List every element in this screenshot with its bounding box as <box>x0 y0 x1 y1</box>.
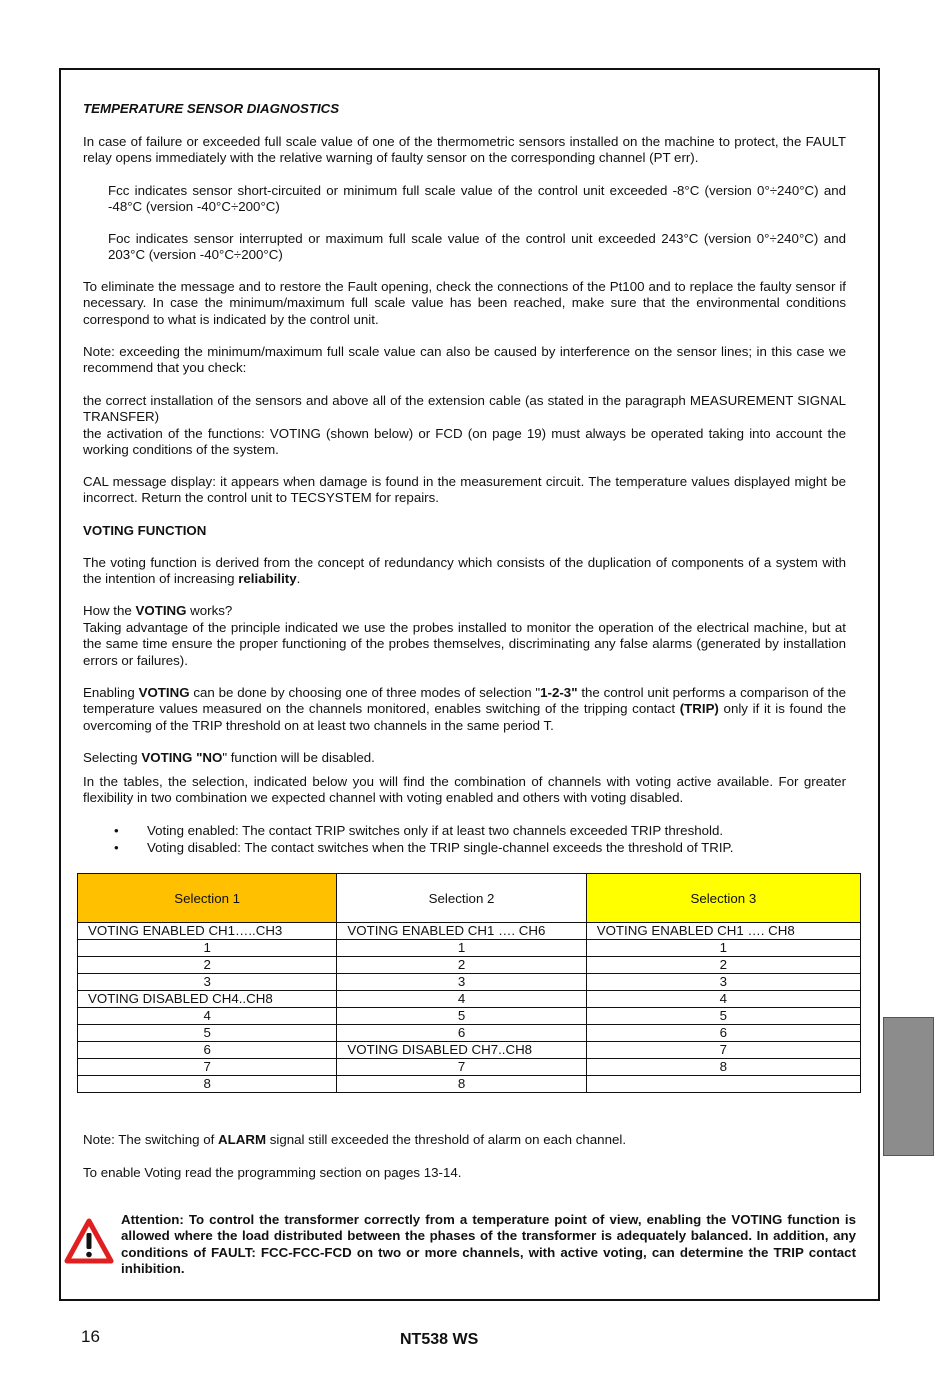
table-cell: VOTING ENABLED CH1…..CH3 <box>78 923 337 940</box>
table-cell: 6 <box>78 1042 337 1059</box>
paragraph-check-installation: the correct installation of the sensors and above all of the extension cable (as stated in the paragraph MEASUREMENT SIGNAL TRANSFER) <box>83 393 846 425</box>
table-row <box>78 1025 861 1042</box>
table-cell: 5 <box>78 1025 337 1042</box>
table-cell: 2 <box>586 957 860 974</box>
table-row <box>78 940 861 957</box>
paragraph-failure: In case of failure or exceeded full scale value of one of the thermometric sensors installed on the machine to protect, the FAULT relay opens immediately with the relative warning of faulty sensor on the corresponding channel (PT err). <box>83 134 846 166</box>
paragraph-selecting-no: Selecting VOTING "NO" function will be disabled. <box>83 750 375 765</box>
table-row <box>78 1042 861 1059</box>
table-cell: VOTING DISABLED CH7..CH8 <box>337 1042 586 1059</box>
table-cell: 6 <box>337 1025 586 1042</box>
paragraph-enabling-voting: Enabling VOTING can be done by choosing one of three modes of selection "1-2-3" the control unit performs a comparison of the temperature values measured on the channels monitored, enables switching of the tripping contact (TRIP) only if it is found the overcoming of the TRIP threshold on at least two channels in the same period T. <box>83 685 846 733</box>
table-cell: 4 <box>337 991 586 1008</box>
table-cell: 3 <box>586 974 860 991</box>
table-cell: VOTING ENABLED CH1 …. CH6 <box>337 923 586 940</box>
table-cell: 1 <box>586 940 860 957</box>
page-number: 16 <box>81 1327 100 1346</box>
table-cell: VOTING DISABLED CH4..CH8 <box>78 991 337 1008</box>
table-cell: 4 <box>586 991 860 1008</box>
table-cell: 4 <box>78 1008 337 1025</box>
paragraph-foc: Foc indicates sensor interrupted or maximum full scale value of the control unit exceeded 243°C (version 0°÷240°C) and 203°C (version -40°C÷200°C) <box>108 231 846 263</box>
attention-note: Attention: To control the transformer correctly from a temperature point of view, enabling the VOTING function is allowed where the load distributed between the phases of the transformer is adequately balanced. In addition, any conditions of FAULT: FCC-FCC-FCD on two or more channels, with active voting, can determine the TRIP contact inhibition. <box>121 1212 856 1276</box>
table-cell: 1 <box>337 940 586 957</box>
document-name: NT538 WS <box>400 1331 479 1348</box>
table-cell: 8 <box>337 1076 586 1093</box>
paragraph-tables: In the tables, the selection, indicated below you will find the combination of channels with voting active available. For greater flexibility in two combination we expected channel with voting enabled and others with voting disabled. <box>83 774 846 806</box>
table-cell: 7 <box>78 1059 337 1076</box>
table-cell: 8 <box>78 1076 337 1093</box>
paragraph-cal: CAL message display: it appears when damage is found in the measurement circuit. The temperature values displayed might be incorrect. Return the control unit to TECSYSTEM for repairs. <box>83 474 846 506</box>
table-cell: 5 <box>586 1008 860 1025</box>
header-selection-3: Selection 3 <box>586 874 860 923</box>
paragraph-enable-voting: To enable Voting read the programming section on pages 13-14. <box>83 1165 462 1180</box>
table-cell: 6 <box>586 1025 860 1042</box>
paragraph-taking-advantage: Taking advantage of the principle indicated we use the probes installed to monitor the operation of the electrical machine, but at the same time ensure the proper functioning of the probes themselves, discriminating any false alarms (generated by installation errors or failures). <box>83 620 846 668</box>
table-row <box>78 991 861 1008</box>
voting-title: VOTING FUNCTION <box>83 523 207 538</box>
table-row <box>78 974 861 991</box>
table-cell: 3 <box>337 974 586 991</box>
section-title: TEMPERATURE SENSOR DIAGNOSTICS <box>83 101 340 116</box>
table-cell: VOTING ENABLED CH1 …. CH8 <box>586 923 860 940</box>
selection-table <box>77 873 861 1093</box>
table-cell: 2 <box>78 957 337 974</box>
table-cell: 7 <box>337 1059 586 1076</box>
table-cell: 2 <box>337 957 586 974</box>
table-cell <box>586 1076 860 1093</box>
table-cell: 7 <box>586 1042 860 1059</box>
table-row <box>78 923 861 940</box>
table-header-row <box>78 874 861 923</box>
table-cell: 5 <box>337 1008 586 1025</box>
table-cell: 3 <box>78 974 337 991</box>
header-selection-2: Selection 2 <box>337 874 586 923</box>
side-tab-marker <box>883 1017 934 1156</box>
paragraph-check-activation: the activation of the functions: VOTING (shown below) or FCD (on page 19) must always be operated taking into account the working conditions of the system. <box>83 426 846 458</box>
table-row <box>78 1059 861 1076</box>
paragraph-note: Note: exceeding the minimum/maximum full scale value can also be caused by interference on the sensor lines; in this case we recommend that you check: <box>83 344 846 376</box>
table-cell: 1 <box>78 940 337 957</box>
table-row <box>78 957 861 974</box>
table-row <box>78 1076 861 1093</box>
paragraph-eliminate: To eliminate the message and to restore the Fault opening, check the connections of the Pt100 and to replace the faulty sensor if necessary. In case the minimum/maximum full scale value has been reached, make sure that the environmental conditions correspond to what is indicated by the control unit. <box>83 279 846 327</box>
bullet-voting-disabled: • Voting disabled: The contact switches when the TRIP single-channel exceeds the threshold of TRIP. <box>110 840 846 857</box>
paragraph-how-voting: How the VOTING works? <box>83 603 233 618</box>
bullet-voting-enabled: • Voting enabled: The contact TRIP switches only if at least two channels exceeded TRIP threshold. <box>110 823 846 840</box>
paragraph-alarm-note: Note: The switching of ALARM signal still exceeded the threshold of alarm on each channel. <box>83 1132 627 1147</box>
header-selection-1: Selection 1 <box>78 874 337 923</box>
warning-triangle-icon <box>64 1218 114 1264</box>
voting-bullet-list <box>110 823 846 857</box>
table-cell: 8 <box>586 1059 860 1076</box>
table-row <box>78 1008 861 1025</box>
paragraph-voting-intro: The voting function is derived from the concept of redundancy which consists of the duplication of components of a system with the intention of increasing reliability. <box>83 555 846 587</box>
paragraph-fcc: Fcc indicates sensor short-circuited or minimum full scale value of the control unit exceeded -8°C (version 0°÷240°C) and -48°C (version -40°C÷200°C) <box>108 183 846 215</box>
